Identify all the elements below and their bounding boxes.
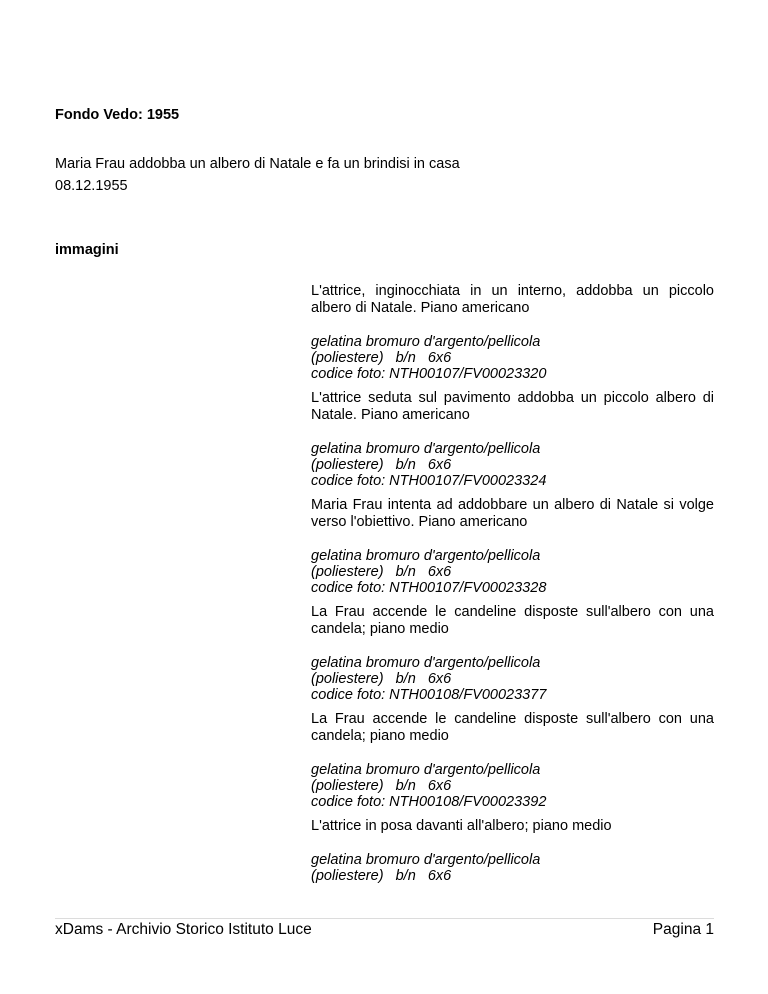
image-record [311,283,714,382]
image-record [311,390,714,489]
record-metadata [311,852,714,884]
record-metadata [311,655,714,703]
record-metadata [311,441,714,489]
record-material: gelatina bromuro d'argento/pellicola [311,852,541,868]
image-record [311,497,714,596]
page-footer [55,918,714,939]
image-records-list [311,283,714,892]
record-code: codice foto: NTH00107/FV00023328 [311,580,547,596]
record-code: codice foto: NTH00107/FV00023324 [311,473,547,489]
record-material: gelatina bromuro d'argento/pellicola [311,334,541,350]
fondo-title: Fondo Vedo: 1955 [55,107,180,123]
record-description: L'attrice in posa davanti all'albero; piano medio [311,818,612,834]
record-description: L'attrice, inginocchiata in un interno, addobba un piccolo albero di Natale. Piano americano [311,283,714,316]
record-material: gelatina bromuro d'argento/pellicola [311,655,541,671]
record-format: (poliestere) b/n 6x6 [311,671,452,687]
record-description: Maria Frau intenta ad addobbare un albero di Natale si volge verso l'obiettivo. Piano americano [311,497,714,530]
record-metadata [311,334,714,382]
record-material: gelatina bromuro d'argento/pellicola [311,548,541,564]
record-description: La Frau accende le candeline disposte sull'albero con una candela; piano medio [311,604,714,637]
record-material: gelatina bromuro d'argento/pellicola [311,441,541,457]
record-metadata [311,762,714,810]
record-code: codice foto: NTH00108/FV00023377 [311,687,547,703]
document-title: Maria Frau addobba un albero di Natale e fa un brindisi in casa [55,156,460,172]
document-date: 08.12.1955 [55,178,128,194]
record-format: (poliestere) b/n 6x6 [311,778,452,794]
section-heading: immagini [55,242,119,258]
record-metadata [311,548,714,596]
record-format: (poliestere) b/n 6x6 [311,868,452,884]
record-format: (poliestere) b/n 6x6 [311,350,452,366]
image-record [311,711,714,810]
record-description: La Frau accende le candeline disposte sull'albero con una candela; piano medio [311,711,714,744]
record-code: codice foto: NTH00108/FV00023392 [311,794,547,810]
record-format: (poliestere) b/n 6x6 [311,457,452,473]
image-record [311,604,714,703]
record-code: codice foto: NTH00107/FV00023320 [311,366,547,382]
record-material: gelatina bromuro d'argento/pellicola [311,762,541,778]
image-record [311,818,714,884]
footer-source: xDams - Archivio Storico Istituto Luce [55,921,312,938]
page-number: Pagina 1 [652,921,714,938]
record-description: L'attrice seduta sul pavimento addobba un piccolo albero di Natale. Piano americano [311,390,714,423]
record-format: (poliestere) b/n 6x6 [311,564,452,580]
